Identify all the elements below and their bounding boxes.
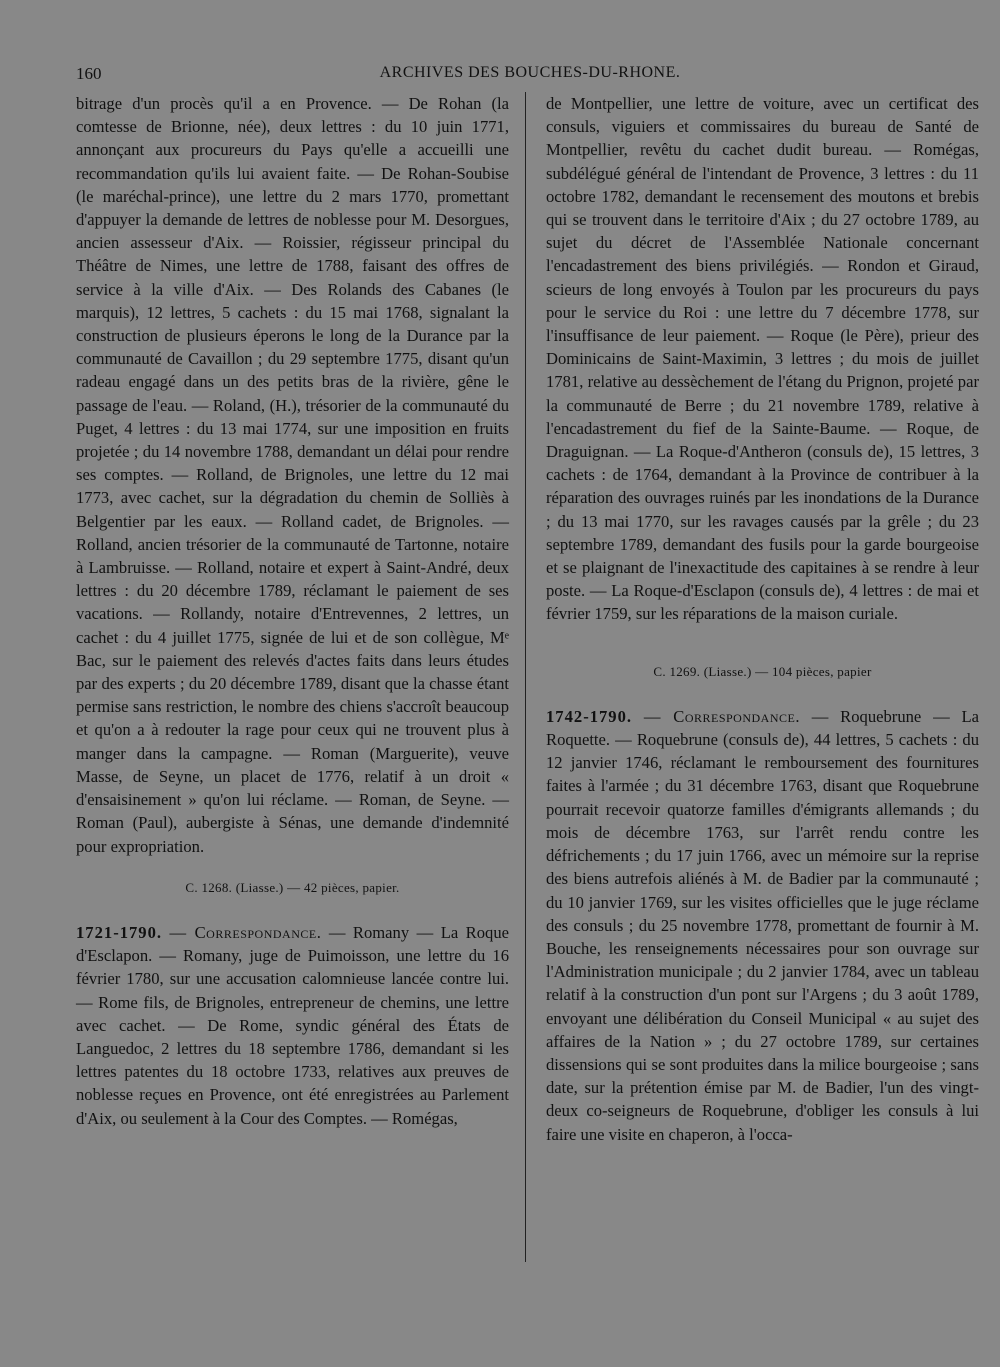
page-number: 160	[76, 64, 102, 83]
right-paragraph-1: de Montpellier, une lettre de voiture, avec un certificat des consuls, viguiers et commissaires du bureau de Santé de Montpellier, revêtu du cachet dudit bureau. — Romégas, subdélégué général de l'intendant de Provence, 3 lettres : du 11 octobre 1782, demandant le recensement des moutons et brebis qui se trouvent dans le territoire d'Aix ; du 27 octobre 1789, au sujet du décret de l'Assemblée Nationale concernant l'encadastrement des biens privilégiés. — Rondon et Giraud, scieurs de long envoyés à Toulon par les procureurs du pays pour le service du Roi : une lettre du 7 décembre 1778, sur l'insuffisance de leur paiement. — Roque (le Père), prieur des Dominicains de Saint-Maximin, 3 lettres ; du mois de juillet 1781, relative au dessèchement de l'étang du Prignon, projeté par la communauté de Berre ; du 21 novembre 1789, relative à l'encadastrement du fief de la Sainte-Baume. — Roque, de Draguignan. — La Roque-d'Antheron (consuls de), 15 lettres, 3 cachets : de 1764, demandant à la Province de contribuer à la réparation des ouvrages ruinés par les inondations de la Durance ; du 13 mai 1770, sur les ravages causés par la grêle ; du 23 septembre 1789, demandant des fusils pour la garde bourgeoise et se plaignant de l'inexactitude des capitaines à se rendre à leur poste. — La Roque-d'Esclapon (consuls de), 4 lettres : de mai et février 1759, sur les réparations de la maison curiale.	[546, 94, 979, 624]
left-column	[76, 92, 509, 1130]
column-rule	[525, 92, 526, 1262]
right-column	[546, 92, 979, 1146]
right-entry-date: 1742-1790.	[546, 706, 633, 726]
right-cote: C. 1269. (Liasse.) — 104 pièces, papier	[653, 663, 872, 679]
left-entry	[76, 921, 509, 1130]
left-entry-text: — Romany — La Roque d'Esclapon. — Romany, juge de Puimoisson, une lettre du 16 février 1780, sur une accusation calomnieuse lancée contre lui. — Rome fils, de Brignoles, entrepreneur de chemins, une lettre avec cachet. — De Rome, syndic général des États de Languedoc, 2 lettres du 18 septembre 1786, demandant si les lettres patentes du 18 octobre 1733, relatives aux preuves de noblesse reçues en Provence, ont été enregistrées au Parlement d'Aix, ou seulement à la Cour des Comptes. — Romégas,	[76, 922, 509, 1128]
right-entry-text: — Roquebrune — La Roquette. — Roquebrune (consuls de), 44 lettres, 5 cachets : du 12 janvier 1746, réclamant le remboursement des fournitures faites à l'armée ; du 31 décembre 1763, disant que Roquebrune pourrait recevoir quatorze familles d'émigrants allemands ; du mois de décembre 1763, sur l'arrêt rendu contre les défrichements ; du 17 juin 1766, avec un mémoire sur la reprise des biens autrefois aliénés à M. de Badier par la communauté ; du 10 janvier 1769, sur les visites officielles que le juge réclame des consuls ; du 25 novembre 1778, promettant de fournir à M. Bouche, les renseignements nécessaires pour son ouvrage sur l'Administration municipale ; du 2 janvier 1784, avec un tableau relatif à la construction d'un pont sur l'Argens ; du 3 août 1789, envoyant une délibération du Conseil Municipal « au sujet des affaires de la Nation » ; du 27 octobre 1789, sur certaines dissensions qui se sont produites dans la milice bourgeoise ; sans date, sur la prétention émise par M. de Badier, l'un des vingt-deux co-seigneurs de Roquebrune, d'obliger les consuls à lui faire une visite en chaperon, à l'occa-	[546, 706, 979, 1144]
left-cote: C. 1268. (Liasse.) — 42 pièces, papier.	[185, 879, 400, 895]
left-entry-heading: — Correspondance.	[169, 922, 322, 942]
left-entry-date: 1721-1790.	[76, 922, 163, 942]
right-entry-heading: — Correspondance.	[643, 706, 800, 726]
left-paragraph-1: bitrage d'un procès qu'il a en Provence. — De Rohan (la comtesse de Brionne, née), deux lettres : du 10 juin 1771, annonçant aux procureurs du Pays qu'elle a accueilli une recommandation qu'ils lui avaient faite. — De Rohan-Soubise (le maréchal-prince), une lettre du 2 mars 1770, promettant d'appuyer la demande de lettres de noblesse pour M. Desorgues, ancien assesseur d'Aix. — Roissier, régisseur principal du Théâtre de Nimes, une lettre de 1788, faisant des offres de service à la ville d'Aix. — Des Rolands des Cabanes (le marquis), 12 lettres, 5 cachets : du 15 mai 1768, signalant la construction de plusieurs éperons le long de la Durance par la communauté de Cavaillon ; du 29 septembre 1775, disant qu'un radeau engagé dans un des petits bras de la rivière, gêne le passage de l'eau. — Roland, (H.), trésorier de la communauté du Puget, 4 lettres : du 13 mai 1774, sur une imposition en fruits projetée ; du 14 novembre 1788, demandant un délai pour rendre ses comptes. — Rolland, de Brignoles, une lettre du 12 mai 1773, avec cachet, sur la dégradation du chemin de Solliès à Belgentier par les eaux. — Rolland cadet, de Brignoles. — Rolland, ancien trésorier de la communauté de Tartonne, notaire à Lambruisse. — Rolland, notaire et expert à Saint-André, deux lettres : du 20 décembre 1789, réclamant le paiement de ses vacations. — Rollandy, notaire d'Entrevennes, 2 lettres, un cachet : du 4 juillet 1775, signée de lui et de son collègue, Mᵉ Bac, sur le paiement des relevés d'actes faits dans leurs études par des experts ; du 20 décembre 1789, disant que la chasse étant permise sans restriction, le nombre des chiens s'accroît beaucoup et qu'on a à redouter la rage pour ceux qui ne trouvent plus à manger dans la campagne. — Roman (Marguerite), veuve Masse, de Seyne, un placet de 1776, relatif à un droit « d'ensaisinement » qu'on lui réclame. — Roman, de Seyne. — Roman (Paul), aubergiste à Sénas, une demande d'indemnité pour expropriation.	[76, 94, 509, 856]
running-head: ARCHIVES DES BOUCHES-DU-RHONE.	[379, 64, 681, 81]
right-entry	[546, 705, 979, 1146]
